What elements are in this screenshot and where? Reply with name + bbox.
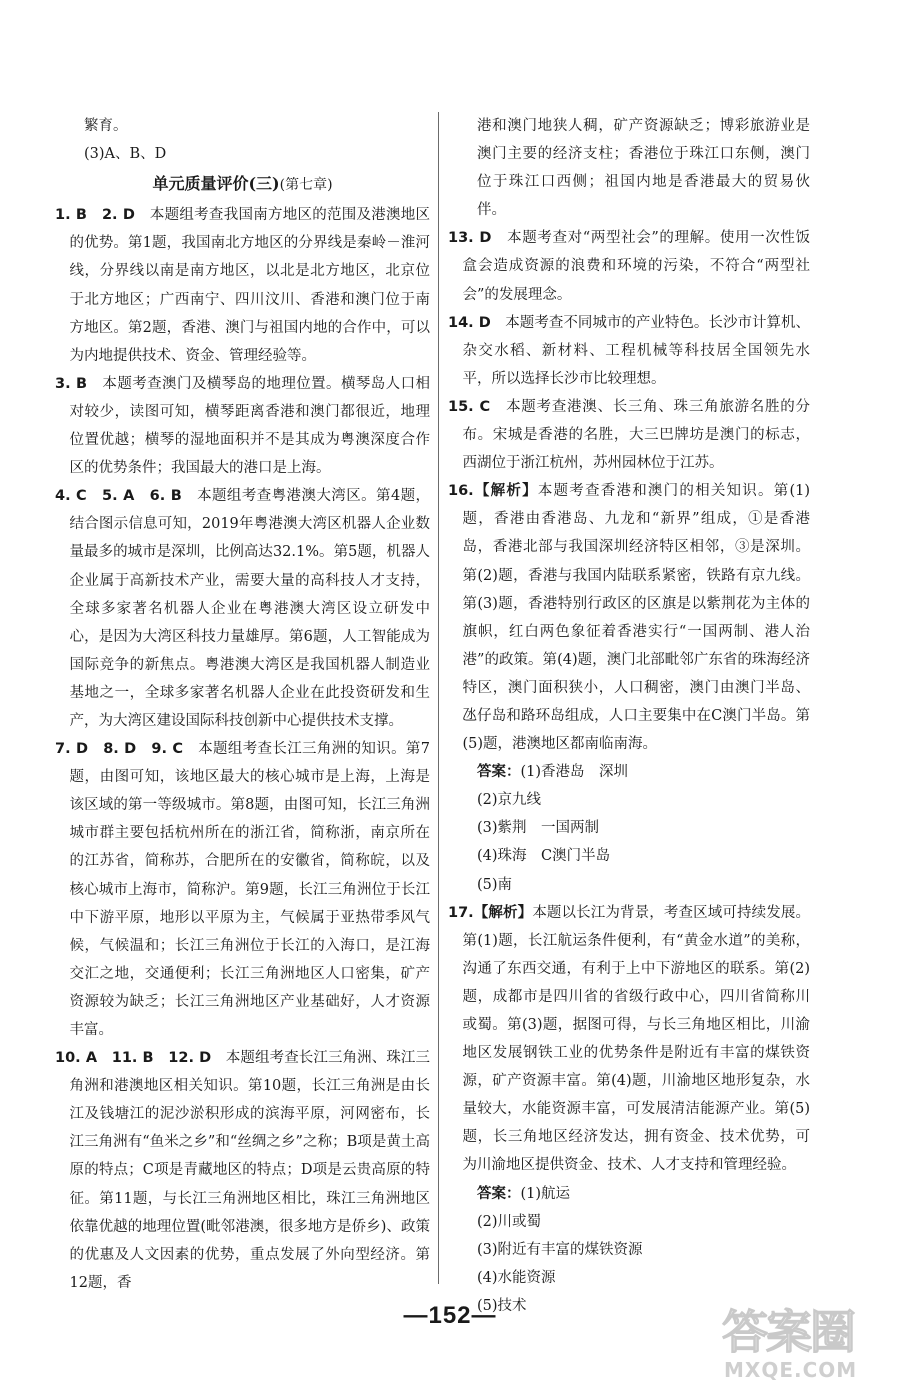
answer-line: (2)京九线: [477, 792, 542, 809]
text-line: (3)A、B、D: [84, 146, 167, 163]
question-number: 14. D: [448, 314, 491, 331]
watermark-logo: [720, 1305, 890, 1382]
answer-paragraph: [448, 393, 810, 477]
answer-paragraph: [448, 899, 810, 1180]
question-number: 17.: [448, 904, 474, 921]
paragraph-text: 本题考查不同城市的产业特色。长沙市计算机、杂交水稻、新材料、工程机械等科技居全国领先水平，所以选择长沙市比较理想。: [462, 314, 810, 387]
answer-paragraph: [55, 735, 430, 1044]
answer-label: 答案：: [477, 1184, 521, 1202]
answer-line: (4)珠海 C澳门半岛: [477, 848, 611, 865]
question-number: 10. A 11. B 12. D: [55, 1050, 212, 1067]
answer-line: (5)技术: [477, 1297, 527, 1314]
left-column: [55, 112, 430, 1297]
heading-title: 单元质量评价(三): [152, 174, 280, 194]
answer-line: (3)紫荆 一国两制: [477, 820, 600, 837]
answer-paragraph: [448, 477, 810, 758]
paragraph-text: 本题组考查长江三角洲的知识。第7题，由图可知，该地区最大的核心城市是上海，上海是该区域的第一等级城市。第8题，由图可知，长江三角洲城市群主要包括杭州所在的浙江省，简称浙，南京所在的江苏省，简称苏，合肥所在的安徽省，简称皖，以及核心城市上海市，简称沪。第9题，长江三角洲位于长江中下游平原，地形以平原为主，气候属于亚热带季风气候，气候温和；长江三角洲位于长江的入海口，是江海交汇之地，交通便利；长江三角洲地区人口密集，矿产资源较为缺乏；长江三角洲地区产业基础好，人才资源丰富。: [69, 741, 430, 1038]
paragraph-text: 本题组考查长江三角洲、珠江三角洲和港澳地区相关知识。第10题，长江三角洲是由长江及钱塘江的泥沙淤积形成的滨海平原，河网密布，长江三角洲有“鱼米之乡”和“丝绸之乡”之称；B项是黄土高原的特点；C项是青藏地区的特点；D项是云贵高原的特征。第11题，与长江三角洲地区相比，珠江三角洲地区依靠优越的地理位置(毗邻港澳，很多地方是侨乡)、政策的优惠及人文因素的优势，重点发展了外向型经济。第12题，香: [69, 1050, 431, 1291]
question-number: 3. B: [55, 375, 88, 392]
question-number: 16.: [448, 483, 474, 500]
paragraph-text: 本题组考查粤港澳大湾区。第4题，结合图示信息可知，2019年粤港澳大湾区机器人企业数量最多的城市是深圳，比例高达32.1%。第5题，机器人企业属于高新技术产业，需要大量的高科技人才支持，全球多家著名机器人企业在粤港澳大湾区设立研发中心，是因为大湾区科技力量雄厚。第6题，人工智能成为国际竞争的新焦点。粤港澳大湾区是我国机器人制造业基地之一，全球多家著名机器人企业在此投资研发和生产，为大湾区建设国际科技创新中心提供技术支撑。: [69, 488, 430, 729]
answer-line: [448, 758, 810, 786]
paragraph-continuation: 港和澳门地狭人稠，矿产资源缺乏；博彩旅游业是澳门主要的经济支柱；香港位于珠江口东侧，澳门位于珠江口西侧；祖国内地是香港最大的贸易伙伴。: [477, 118, 810, 219]
watermark-url: MXQE.COM: [724, 1358, 858, 1382]
column-divider: [438, 112, 439, 1284]
answer-line: [448, 1180, 810, 1208]
text-line: 繁育。: [84, 118, 128, 134]
answer-line: (4)水能资源: [477, 1269, 556, 1286]
answer-label: 答案：: [477, 763, 521, 781]
right-column: [448, 112, 810, 1320]
answer-text: (1)香港岛 深圳: [520, 764, 629, 781]
page-number: —152—: [403, 1302, 497, 1329]
answer-line: (3)附近有丰富的煤铁资源: [477, 1241, 643, 1258]
watermark-text: 答案圈: [722, 1305, 854, 1359]
answer-text: (1)航运: [520, 1185, 571, 1202]
question-number: 4. C 5. A 6. B: [55, 488, 182, 505]
analysis-tag: 【解析】: [473, 903, 533, 921]
answer-paragraph: [55, 1044, 430, 1297]
section-heading: [55, 170, 430, 199]
question-number: 15. C: [448, 398, 491, 415]
paragraph-text: 本题考查对“两型社会”的理解。使用一次性饭盒会造成资源的浪费和环境的污染，不符合“两型社会”的发展理念。: [462, 230, 810, 303]
paragraph-text: 本题考查澳门及横琴岛的地理位置。横琴岛人口相对较少，读图可知，横琴距离香港和澳门都很近，地理位置优越；横琴的湿地面积并不是其成为粤澳深度合作区的优势条件；我国最大的港口是上海。: [69, 375, 430, 477]
question-number: 7. D 8. D 9. C: [55, 741, 184, 758]
answer-paragraph: [55, 482, 430, 735]
answer-paragraph: [55, 201, 430, 370]
heading-subtitle: (第七章): [279, 177, 333, 194]
question-number: 1. B 2. D: [55, 207, 135, 224]
answer-paragraph: [448, 224, 810, 308]
answer-paragraph: [55, 370, 430, 482]
paragraph-text: 本题考查港澳、长三角、珠三角旅游名胜的分布。宋城是香港的名胜，大三巴牌坊是澳门的标志，西湖位于浙江杭州，苏州园林位于江苏。: [462, 398, 810, 472]
question-number: 13. D: [448, 230, 492, 247]
paragraph-text: 本题组考查我国南方地区的范围及港澳地区的优势。第1题，我国南北方地区的分界线是秦岭－淮河线，分界线以南是南方地区，以北是北方地区，北京位于北方地区；广西南宁、四川汶川、香港和澳门位于南方地区。第2题，香港、澳门与祖国内地的合作中，可以为内地提供技术、资金、管理经验等。: [69, 207, 430, 364]
paragraph-text: 本题考查香港和澳门的相关知识。第(1)题，香港由香港岛、九龙和“新界”组成，①是香港岛，香港北部与我国深圳经济特区相邻，③是深圳。第(2)题，香港与我国内陆联系紧密，铁路有京九线。第(3)题，香港特别行政区的区旗是以紫荆花为主体的旗帜，红白两色象征着香港实行“一国两制、港人治港”的政策。第(4)题，澳门北部毗邻广东省的珠海经济特区，澳门面积狭小，人口稠密，澳门由澳门半岛、氹仔岛和路环岛组成，人口主要集中在C澳门半岛。第(5)题，港澳地区都南临南海。: [462, 483, 810, 753]
answer-paragraph: [448, 309, 810, 393]
answer-line: (2)川或蜀: [477, 1213, 542, 1230]
analysis-tag: 【解析】: [473, 482, 538, 500]
paragraph-text: 本题以长江为背景，考查区域可持续发展。第(1)题，长江航运条件便利，有“黄金水道”的美称，沟通了东西交通，有利于上中下游地区的联系。第(2)题，成都市是四川省的省级行政中心，四川省简称川或蜀。第(3)题，据图可得，与长三角地区相比，川渝地区发展钢铁工业的优势条件是附近有丰富的煤铁资源，矿产资源丰富。第(4)题，川渝地区地形复杂，水量较大，水能资源丰富，可发展清洁能源产业。第(5)题，长三角地区经济发达，拥有资金、技术优势，可为川渝地区提供资金、技术、人才支持和管理经验。: [462, 904, 811, 1174]
answer-line: (5)南: [477, 876, 513, 893]
